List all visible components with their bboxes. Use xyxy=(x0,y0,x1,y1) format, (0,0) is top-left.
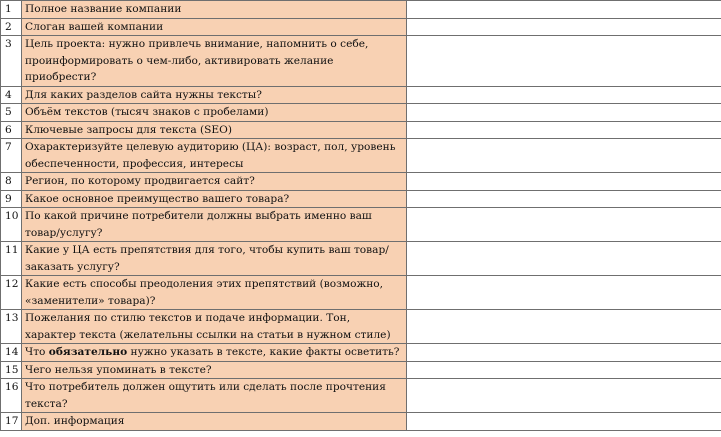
question-text-end: нужно указать в тексте, какие факты осветить? xyxy=(127,346,400,358)
table-row xyxy=(1,208,721,242)
row-number: 7 xyxy=(1,139,22,173)
answer-cell[interactable] xyxy=(407,104,721,122)
table-row xyxy=(1,310,721,344)
row-number: 17 xyxy=(1,413,22,431)
question-text-start: Что xyxy=(25,346,49,358)
row-number: 14 xyxy=(1,344,22,362)
question-cell: Полное название компании xyxy=(22,1,407,19)
row-number: 3 xyxy=(1,36,22,87)
question-cell: Ключевые запросы для текста (SEO) xyxy=(22,121,407,139)
row-number: 11 xyxy=(1,242,22,276)
table-row xyxy=(1,121,721,139)
answer-cell[interactable] xyxy=(407,413,721,431)
question-cell: Регион, по которому продвигается сайт? xyxy=(22,173,407,191)
row-number: 9 xyxy=(1,190,22,208)
table-row xyxy=(1,104,721,122)
question-cell: Цель проекта: нужно привлечь внимание, напомнить о себе, проинформировать о чем-либо, активировать желание приобрести? xyxy=(22,36,407,87)
row-number: 8 xyxy=(1,173,22,191)
answer-cell[interactable] xyxy=(407,344,721,362)
question-cell: Пожелания по стилю текстов и подаче информации. Тон, характер текста (желательны ссылки на статьи в нужном стиле) xyxy=(22,310,407,344)
row-number: 12 xyxy=(1,276,22,310)
question-cell: Что потребитель должен ощутить или сделать после прочтения текста? xyxy=(22,379,407,413)
answer-cell[interactable] xyxy=(407,242,721,276)
answer-cell[interactable] xyxy=(407,121,721,139)
question-cell: Какие у ЦА есть препятствия для того, чтобы купить ваш товар/заказать услугу? xyxy=(22,242,407,276)
row-number: 2 xyxy=(1,18,22,36)
answer-cell[interactable] xyxy=(407,276,721,310)
answer-cell[interactable] xyxy=(407,36,721,87)
answer-cell[interactable] xyxy=(407,379,721,413)
table-row xyxy=(1,242,721,276)
row-number: 15 xyxy=(1,361,22,379)
table-row xyxy=(1,86,721,104)
table-row xyxy=(1,1,721,19)
table-row xyxy=(1,139,721,173)
question-cell: Какие есть способы преодоления этих препятствий (возможно, «заменители» товара)? xyxy=(22,276,407,310)
table-row xyxy=(1,361,721,379)
question-cell: По какой причине потребители должны выбрать именно ваш товар/услугу? xyxy=(22,208,407,242)
answer-cell[interactable] xyxy=(407,1,721,19)
question-emphasis: обязательно xyxy=(48,346,128,358)
question-cell: Какое основное преимущество вашего товара? xyxy=(22,190,407,208)
table-row xyxy=(1,190,721,208)
question-cell: Охарактеризуйте целевую аудиторию (ЦА): возраст, пол, уровень обеспеченности, профессия, интересы xyxy=(22,139,407,173)
answer-cell[interactable] xyxy=(407,310,721,344)
table-row xyxy=(1,36,721,87)
answer-cell[interactable] xyxy=(407,86,721,104)
answer-cell[interactable] xyxy=(407,361,721,379)
table-row xyxy=(1,18,721,36)
row-number: 13 xyxy=(1,310,22,344)
row-number: 1 xyxy=(1,1,22,19)
table-row xyxy=(1,173,721,191)
answer-cell[interactable] xyxy=(407,18,721,36)
table-row xyxy=(1,413,721,431)
table-row xyxy=(1,276,721,310)
question-cell: Доп. информация xyxy=(22,413,407,431)
question-cell: Чего нельзя упоминать в тексте? xyxy=(22,361,407,379)
answer-cell[interactable] xyxy=(407,208,721,242)
question-cell: Слоган вашей компании xyxy=(22,18,407,36)
answer-cell[interactable] xyxy=(407,139,721,173)
row-number: 16 xyxy=(1,379,22,413)
question-cell: Для каких разделов сайта нужны тексты? xyxy=(22,86,407,104)
row-number: 5 xyxy=(1,104,22,122)
row-number: 4 xyxy=(1,86,22,104)
table-row xyxy=(1,379,721,413)
question-cell: Объём текстов (тысяч знаков с пробелами) xyxy=(22,104,407,122)
row-number: 6 xyxy=(1,121,22,139)
question-cell xyxy=(22,344,407,362)
table-row xyxy=(1,344,721,362)
row-number: 10 xyxy=(1,208,22,242)
answer-cell[interactable] xyxy=(407,190,721,208)
answer-cell[interactable] xyxy=(407,173,721,191)
